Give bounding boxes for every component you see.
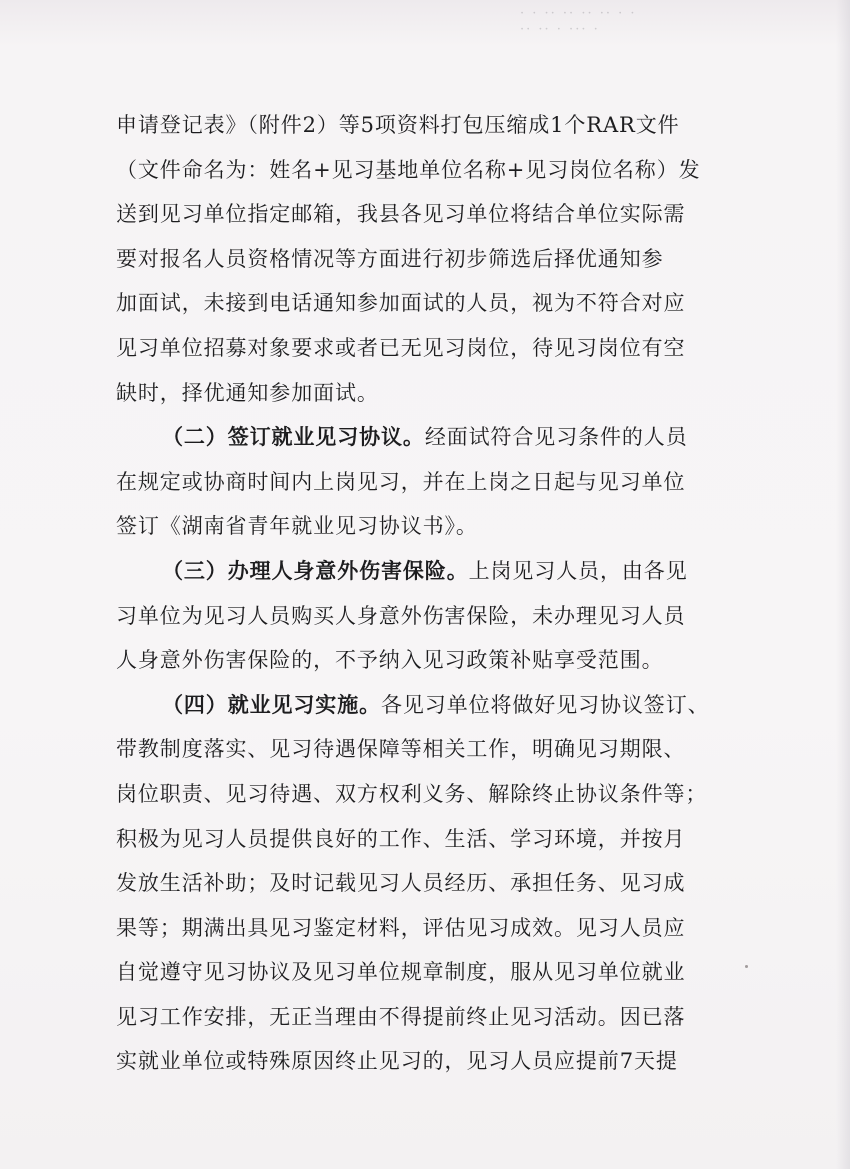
paragraph-4-line-9: 实就业单位或特殊原因终止见习的，见习人员应提前7天提 bbox=[116, 1049, 678, 1074]
paragraph-1-line-5: 加面试，未接到电话通知参加面试的人员，视为不符合对应 bbox=[116, 291, 686, 316]
section-heading-3: （三）办理人身意外伤害保险。 bbox=[162, 557, 469, 583]
scan-speck bbox=[745, 965, 748, 968]
paragraph-4-line-4: 积极为见习人员提供良好的工作、生活、学习环境，并按月 bbox=[116, 826, 686, 851]
section-heading-2: （二）签订就业见习协议。 bbox=[162, 424, 425, 450]
paragraph-3-line-2: 习单位为见习人员购买人身意外伤害保险，未办理见习人员 bbox=[116, 603, 686, 628]
paragraph-4-line-1 bbox=[116, 683, 726, 728]
paragraph-1-line-7: 缺时，择优通知参加面试。 bbox=[116, 380, 379, 405]
page-edge-shadow bbox=[836, 0, 850, 1169]
document-body bbox=[116, 103, 726, 1084]
paragraph-4-line-8: 见习工作安排，无正当理由不得提前终止见习活动。因已落 bbox=[116, 1004, 686, 1029]
paragraph-3-line-3: 人身意外伤害保险的，不予纳入见习政策补贴享受范围。 bbox=[116, 648, 664, 673]
paragraph-4-text-1: 各见习单位将做好见习协议签订、 bbox=[381, 692, 710, 717]
section-heading-4: （四）就业见习实施。 bbox=[162, 691, 381, 717]
paragraph-1-line-1: 申请登记表》（附件2）等5项资料打包压缩成1个RAR文件 bbox=[116, 113, 680, 137]
bleed-through-marks: · · ·· ·· ·· ·· · · ·· ·· · ··· · bbox=[520, 6, 637, 37]
paragraph-2-line-1 bbox=[116, 415, 726, 460]
paragraph-4-line-7: 自觉遵守见习协议及见习单位规章制度，服从见习单位就业 bbox=[116, 960, 686, 985]
paragraph-3-text-1: 上岗见习人员，由各见 bbox=[468, 558, 688, 583]
paragraph-2-line-2: 在规定或协商时间内上岗见习，并在上岗之日起与见习单位 bbox=[116, 469, 686, 494]
paragraph-1-line-2: （文件命名为：姓名+见习基地单位名称+见习岗位名称）发 bbox=[116, 157, 701, 182]
paragraph-1-line-4: 要对报名人员资格情况等方面进行初步筛选后择优通知参 bbox=[116, 246, 664, 271]
paragraph-1-line-6: 见习单位招募对象要求或者已无见习岗位，待见习岗位有空 bbox=[116, 335, 686, 360]
paragraph-4-line-5: 发放生活补助；及时记载见习人员经历、承担任务、见习成 bbox=[116, 871, 686, 896]
paragraph-2-line-3: 签订《湖南省青年就业见习协议书》。 bbox=[116, 514, 478, 539]
paragraph-4-line-6: 果等；期满出具见习鉴定材料，评估见习成效。见习人员应 bbox=[116, 915, 686, 940]
paragraph-1-line-3: 送到见习单位指定邮箱，我县各见习单位将结合单位实际需 bbox=[116, 202, 686, 227]
paragraph-4-line-2: 带教制度落实、见习待遇保障等相关工作，明确见习期限、 bbox=[116, 737, 686, 762]
paragraph-2-text-1: 经面试符合见习条件的人员 bbox=[424, 425, 688, 450]
paragraph-3-line-1 bbox=[116, 549, 726, 594]
paragraph-4-line-3: 岗位职责、见习待遇、双方权利义务、解除终止协议条件等； bbox=[116, 781, 708, 806]
